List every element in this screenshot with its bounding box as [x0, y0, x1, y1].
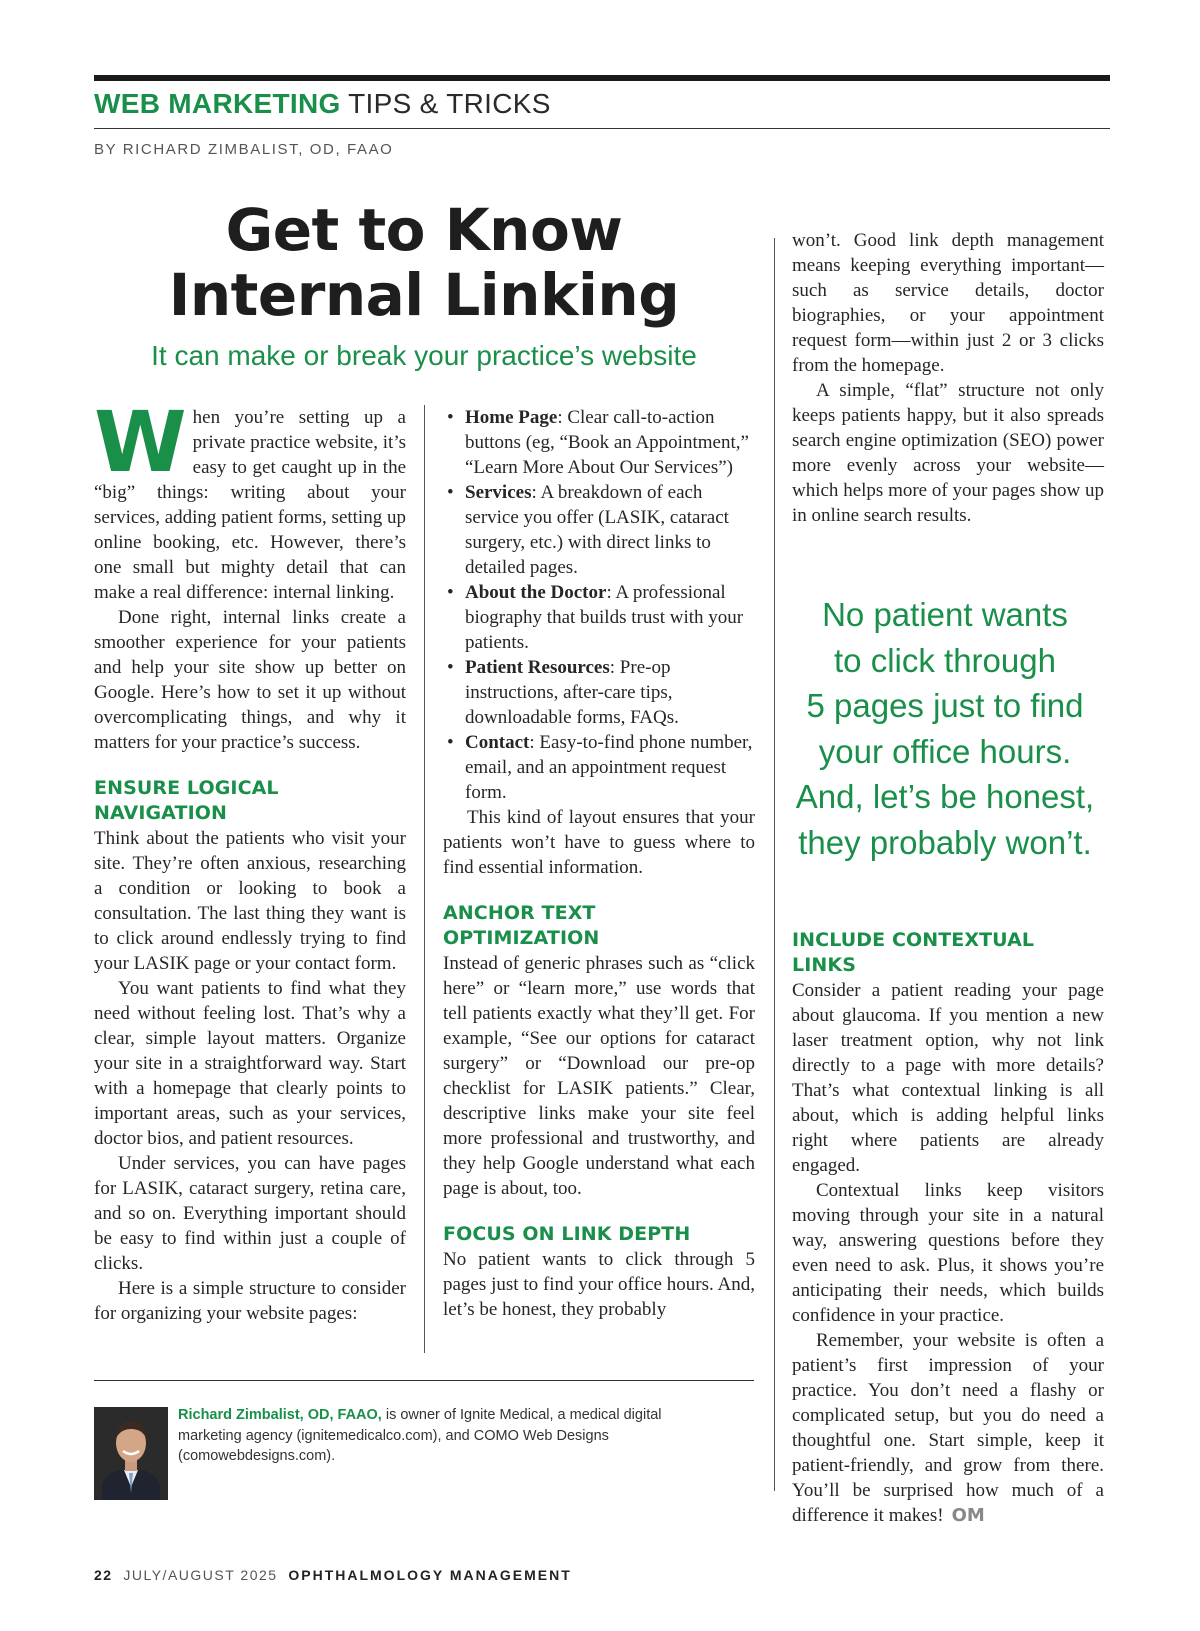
list-text: : Pre-op instructions, after-care tips, downloadable forms, FAQs.: [465, 657, 679, 728]
section-heading: ANCHOR TEXT OPTIMIZATION: [443, 902, 600, 949]
list-item: [443, 655, 755, 730]
list-text: : A professional biography that builds trust with your patients.: [465, 582, 744, 653]
title-line-2: Internal Linking: [168, 261, 680, 329]
paragraph: Here is a simple structure to consider for organizing your website pages:: [94, 1278, 406, 1324]
list-item: [443, 405, 755, 480]
pull-quote-line: And, let’s be honest,: [795, 778, 1095, 815]
paragraph: Under services, you can have pages for LASIK, cataract surgery, retina care, and so on. Everything important should be easy to find within just a couple of clicks.: [94, 1153, 406, 1274]
page-number: 22: [94, 1567, 113, 1583]
kicker-light: TIPS & TRICKS: [348, 88, 551, 119]
list-term: Patient Resources: [465, 657, 610, 678]
byline: BY RICHARD ZIMBALIST, OD, FAAO: [94, 141, 394, 158]
pull-quote-line: your office hours.: [818, 732, 1072, 770]
author-photo: [94, 1407, 168, 1500]
paragraph: Think about the patients who visit your site. They’re often anxious, researching a condition or looking to book a consultation. The last thing they want is to click around endlessly trying to find your LASIK page or your contact form.: [94, 828, 406, 974]
column-1: [94, 393, 406, 1326]
paragraph: This kind of layout ensures that your patients won’t have to guess where to find essential information.: [443, 807, 755, 878]
list-text: : A breakdown of each service you offer (LASIK, cataract surgery, etc.) with direct links to detailed pages.: [465, 482, 729, 578]
paragraph: Consider a patient reading your page about glaucoma. If you mention a new laser treatment option, why not link directly to a page with more details? That’s what contextual linking is all about, which is adding helpful links right where patients are already engaged.: [792, 980, 1104, 1176]
paragraph-text: hen you’re setting up a private practice website, it’s easy to get caught up in the “big” things: writing about your services, adding patient forms, setting up online booking, etc. However, there’s one small but mighty detail that can make a real difference: internal linking.: [94, 407, 406, 603]
pull-quote-line: they probably won’t.: [798, 823, 1092, 861]
author-bio: [178, 1405, 718, 1467]
pull-quote-line: 5 pages just to find: [806, 687, 1084, 724]
column-divider: [424, 405, 425, 1353]
paragraph-text: Remember, your website is often a patient’s first impression of your practice. You don’t need a flashy or complicated setup, but you do need a thoughtful one. Start simple, keep it patient-friendly, and grow from there. You’ll be surprised how much of a difference it makes!: [792, 1330, 1104, 1526]
paragraph: A simple, “flat” structure not only keeps patients happy, but it also spreads search engine optimization (SEO) power more evenly across your website—which helps more of your pages show up in online search results.: [792, 380, 1104, 526]
end-mark: OM: [951, 1505, 985, 1526]
structure-list: [443, 405, 755, 805]
bio-rule: [94, 1380, 754, 1381]
list-term: Home Page: [465, 407, 558, 428]
paragraph: won’t. Good link depth management means keeping everything important—such as service details, doctor biographies, or your appointment request form—within just 2 or 3 clicks from the homepage.: [792, 230, 1104, 376]
page-footer: [94, 1567, 572, 1583]
column-2: [443, 405, 755, 1322]
section-heading: ENSURE LOGICAL NAVIGATION: [94, 777, 279, 824]
pull-quote-line: No patient wants: [822, 596, 1068, 633]
section-heading: INCLUDE CONTEXTUAL LINKS: [792, 929, 1035, 976]
issue-date: JULY/AUGUST 2025: [123, 1567, 278, 1583]
list-item: [443, 580, 755, 655]
kicker-strong: WEB MARKETING: [94, 88, 341, 119]
author-portrait-icon: [94, 1407, 168, 1500]
paragraph: Contextual links keep visitors moving through your site in a natural way, answering questions before they even need to ask. Plus, it shows you’re anticipating their needs, which builds confidence in your practice.: [792, 1180, 1104, 1326]
paragraph: You want patients to find what they need without feeling lost. That’s why a clear, simple layout matters. Organize your site in a straightforward way. Start with a homepage that clearly points to important areas, such as your services, doctor bios, and patient resources.: [94, 978, 406, 1149]
column-divider: [774, 238, 775, 1491]
kicker-rule: [94, 128, 1110, 129]
list-term: Services: [465, 482, 532, 503]
list-text: : Easy-to-find phone number, email, and an appointment request form.: [465, 732, 753, 803]
magazine-name: OPHTHALMOLOGY MANAGEMENT: [288, 1567, 572, 1583]
pull-quote: [780, 592, 1110, 865]
column-3: [792, 228, 1104, 1528]
section-kicker: [94, 88, 551, 120]
top-rule: [94, 75, 1110, 81]
author-name: Richard Zimbalist, OD, FAAO,: [178, 1407, 382, 1423]
paragraph: No patient wants to click through 5 pages just to find your office hours. And, let’s be honest, they probably: [443, 1249, 755, 1320]
list-item: [443, 730, 755, 805]
paragraph: [792, 1328, 1104, 1528]
paragraph: Done right, internal links create a smoother experience for your patients and help your site show up better on Google. Here’s how to set it up without overcomplicating things, and why it matters for your practice’s success.: [94, 607, 406, 753]
paragraph: Instead of generic phrases such as “click here” or “learn more,” use words that tell patients exactly what they’ll get. For example, “See our options for cataract surgery” or “Download our pre-op checklist for LASIK patients.” Clear, descriptive links make your site feel more professional and trustworthy, and they help Google understand what each page is about, too.: [443, 953, 755, 1199]
article-subtitle: It can make or break your practice’s website: [151, 340, 697, 371]
list-term: About the Doctor: [465, 582, 607, 603]
pull-quote-line: to click through: [834, 641, 1056, 679]
title-line-1: Get to Know: [225, 196, 623, 264]
section-heading: FOCUS ON LINK DEPTH: [443, 1223, 691, 1245]
author-bio-text: is owner of Ignite Medical, a medical digital marketing agency (ignitemedicalco.com), and COMO Web Designs (comowebdesigns.com).: [178, 1407, 662, 1464]
article-title: [94, 198, 754, 328]
drop-cap: W: [94, 393, 187, 491]
list-term: Contact: [465, 732, 530, 753]
list-text: : Clear call-to-action buttons (eg, “Book an Appointment,” “Learn More About Our Services”): [465, 407, 749, 478]
list-item: [443, 480, 755, 580]
paragraph: [94, 393, 406, 605]
